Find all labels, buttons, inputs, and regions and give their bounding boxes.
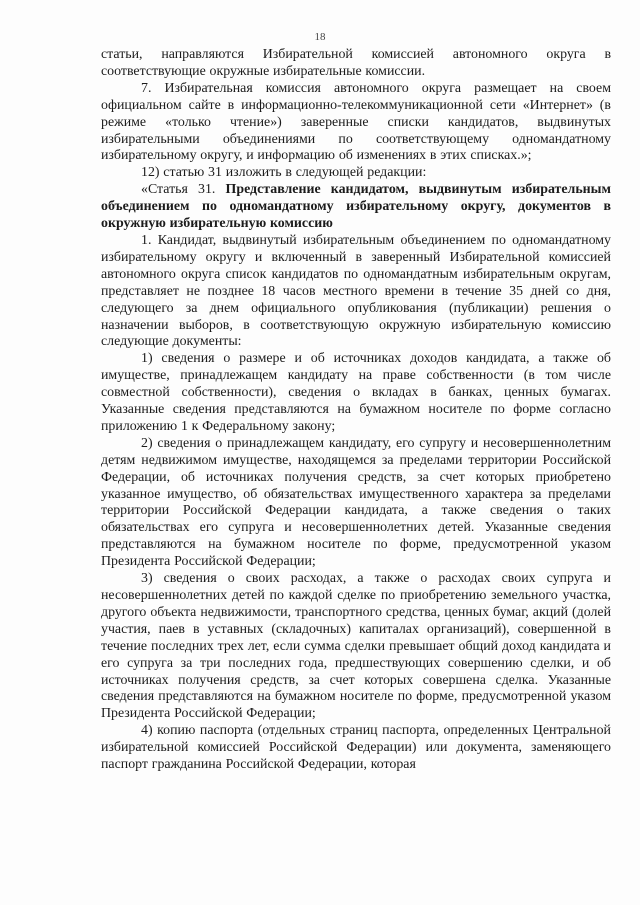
paragraph-subclause-3: 3) сведения о своих расходах, а также о расходах своих супруга и несовершеннолетних детей по каждой сделке по приобретению земельного участка, другого объекта недвижимости, транспортного средства, ценных бумаг, акций (долей участия, паев в уставных (складочных) капиталах организаций), совершенной в течение последних трех лет, если сумма сделки превышает общий доход кандидата и его супруга за три последних года, предшествующих совершению сделки, и об источниках получения средств, за счет которых совершена сделка. Указанные сведения представляются на бумажном носителе по форме, предусмотренной указом Президента Российской Федерации; [101,571,611,722]
paragraph-subclause-4: 4) копию паспорта (отдельных страниц паспорта, определенных Центральной избирательной комиссией Российской Федерации) или документа, заменяющего паспорт гражданина Российской Федерации, которая [101,723,611,773]
paragraph-subclause-1: 1) сведения о размере и об источниках доходов кандидата, а также об имуществе, принадлежащем кандидату на праве собственности (в том числе совместной собственности), сведения о вкладах в банках, ценных бумагах. Указанные сведения представляются на бумажном носителе по форме согласно приложению 1 к Федеральному закону; [101,351,611,434]
paragraph-clause-1: 1. Кандидат, выдвинутый избирательным объединением по одномандатному избирательному округу и включенный в заверенный Избирательной комиссией автономного округа список кандидатов по одномандатным избирательным округам, представляет не позднее 18 часов местного времени в течение 35 дней со дня, следующего за днем официального опубликования (публикации) решения о назначении выборов, в соответствующую окружную избирательную комиссию следующие документы: [101,232,611,350]
document-body [101,47,611,774]
article-31-heading [101,182,611,233]
paragraph-subclause-2: 2) сведения о принадлежащем кандидату, его супругу и несовершеннолетним детям недвижимом имуществе, находящемся за пределами территории Российской Федерации, об источниках получения средств, за счет которых приобретено указанное имущество, об обязательствах имущественного характера за пределами территории Российской Федерации кандидата, а также сведения о таких обязательствах его супруга и несовершеннолетних детей. Указанные сведения представляются на бумажном носителе по форме, предусмотренной указом Президента Российской Федерации; [101,435,611,570]
article-31-title: Представление кандидатом, выдвинутым избирательным объединением по одномандатному избирательному округу, документов в окружную избирательную комиссию [101,182,611,232]
page-number: 18 [314,31,326,43]
paragraph-continuation: статьи, направляются Избирательной комиссией автономного округа в соответствующие окружные избирательные комиссии. [101,47,611,79]
paragraph-item-7: 7. Избирательная комиссия автономного округа размещает на своем официальном сайте в информационно-телекоммуникационной сети «Интернет» (в режиме «только чтение») заверенные списки кандидатов, выдвинутых избирательными объединениями по соответствующему одномандатному избирательному округу, и информацию об изменениях в этих списках.»; [101,80,611,164]
paragraph-amendment-12: 12) статью 31 изложить в следующей редакции: [141,165,427,181]
article-31-lead: «Статья 31. [141,182,226,198]
